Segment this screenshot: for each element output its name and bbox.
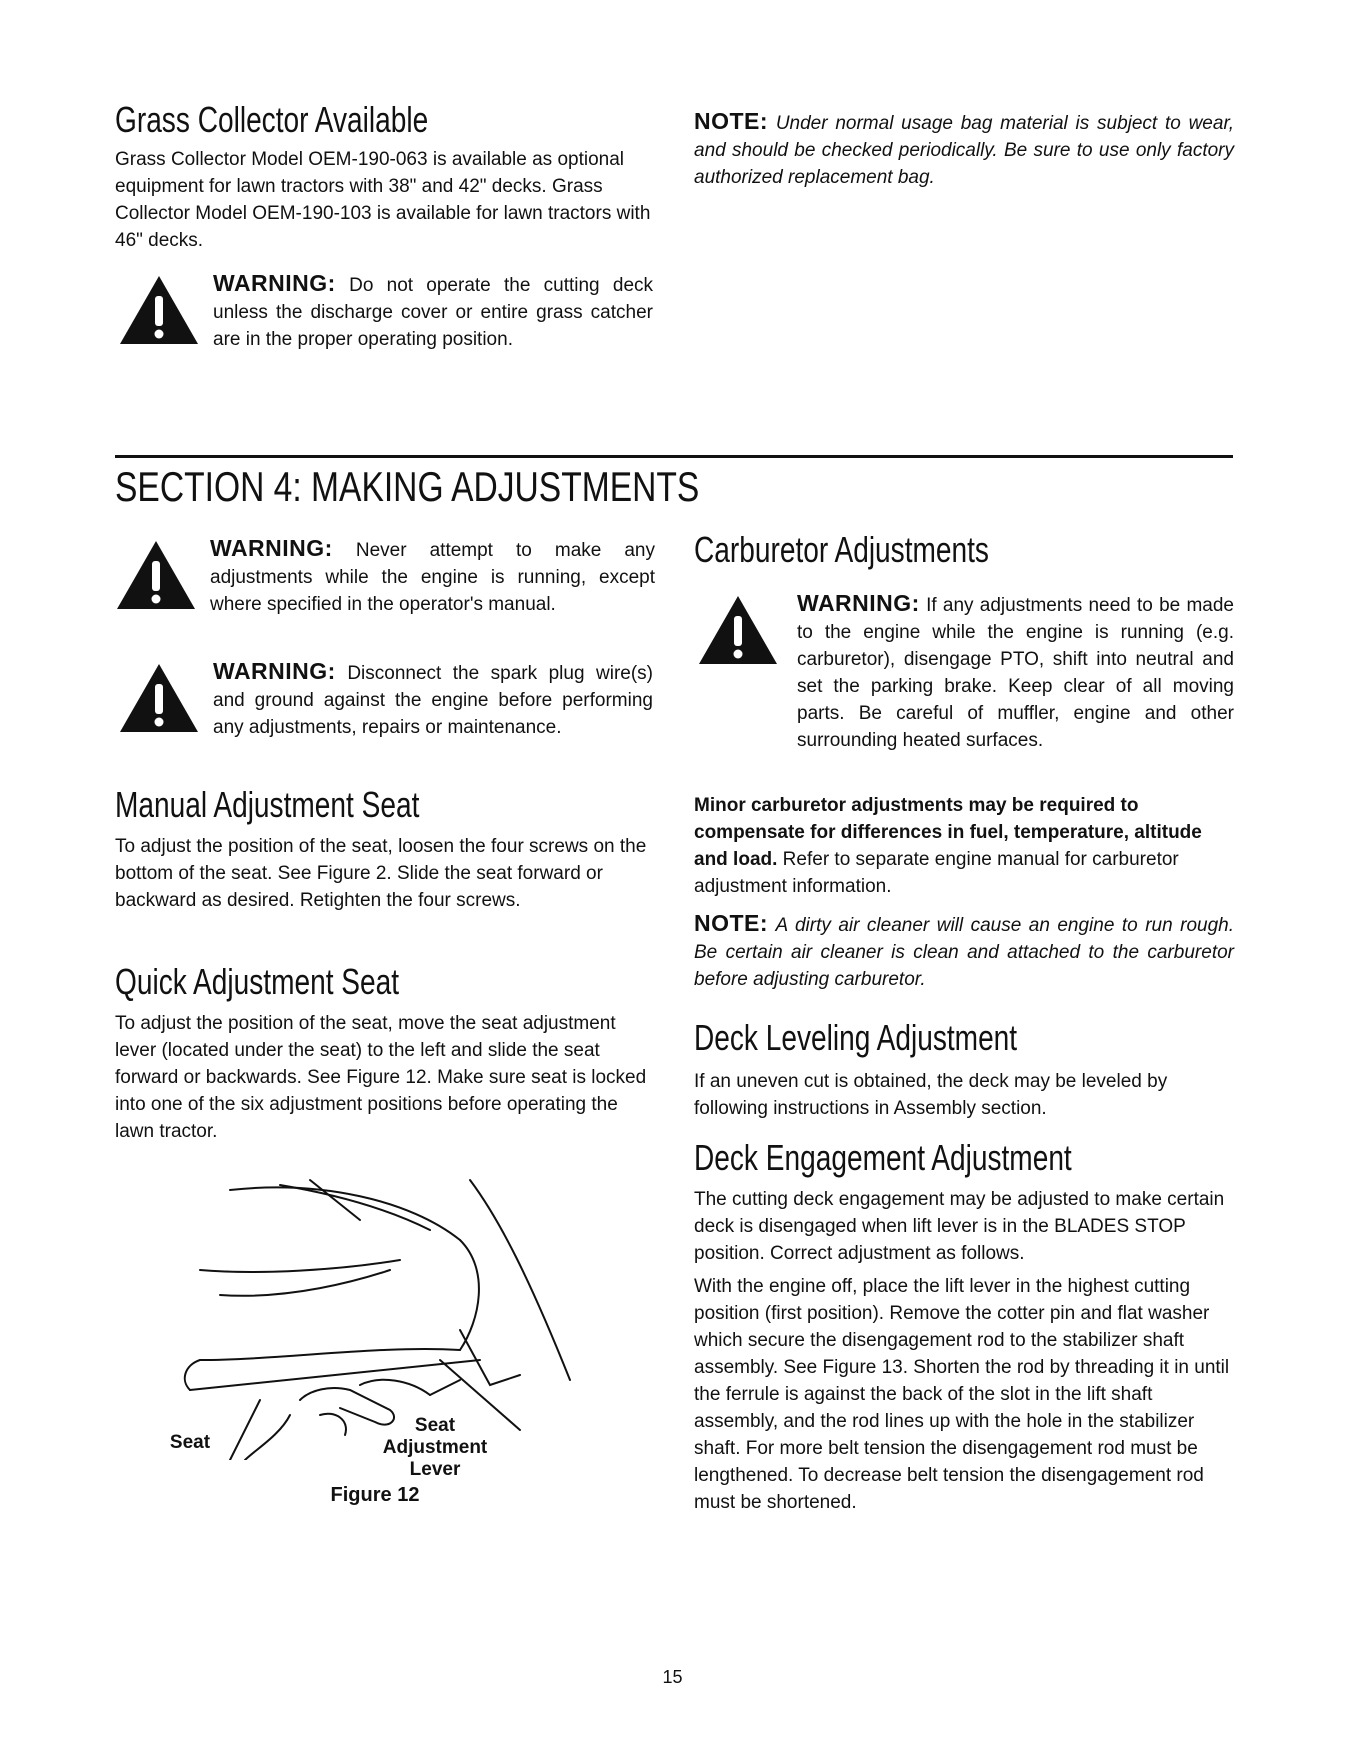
deck-engagement-section	[694, 1138, 1234, 1516]
seat-callout: Seat	[169, 1432, 211, 1453]
bag-note	[694, 108, 1234, 191]
warning-label: WARNING:	[210, 535, 333, 561]
quick-seat-body: To adjust the position of the seat, move the seat adjustment lever (located under the seat) to the left and slide the seat forward or backwards. See Figure 12. Make sure seat is locked into one of the six adjustment positions before operating the lawn tractor.	[115, 1013, 647, 1142]
grass-collector-heading: Grass Collector Available	[115, 99, 429, 140]
carburetor-section	[694, 530, 1234, 570]
carburetor-info	[694, 792, 1234, 993]
page-number: 15	[662, 1667, 683, 1687]
carburetor-heading: Carburetor Adjustments	[694, 529, 989, 570]
lever-callout-line2: Adjustment	[382, 1437, 488, 1458]
figure-caption: Figure 12	[330, 1484, 420, 1506]
warning-text: If any adjustments need to be made to the engine while the engine is running (e.g. carburetor), disengage PTO, shift into neutral and set the parking brake. Keep clear of all moving parts. Be careful of muffler, engine and other surrounding heated surfaces.	[797, 595, 1234, 751]
deck-leveling-section	[694, 1018, 1234, 1122]
warning-text: Disconnect the spark plug wire(s) and ground against the engine before performing any adjustments, repairs or maintenance.	[213, 663, 654, 738]
manual-seat-body: To adjust the position of the seat, loosen the four screws on the bottom of the seat. See Figure 2. Slide the seat forward or backward as desired. Retighten the four screws.	[115, 836, 647, 911]
warning-label: WARNING:	[213, 270, 336, 296]
warning-label: WARNING:	[213, 658, 336, 684]
quick-seat-section	[115, 962, 660, 1145]
section-divider	[115, 455, 1233, 458]
manual-seat-heading: Manual Adjustment Seat	[115, 784, 420, 825]
warning-label: WARNING:	[797, 590, 920, 616]
warning-icon	[118, 274, 200, 346]
warning-text: Do not operate the cutting deck unless the discharge cover or entire grass catcher are in the proper operating position.	[213, 275, 654, 350]
grass-collector-section	[115, 100, 660, 254]
quick-seat-heading: Quick Adjustment Seat	[115, 961, 400, 1002]
deck-engagement-heading: Deck Engagement Adjustment	[694, 1137, 1072, 1178]
manual-seat-section	[115, 785, 660, 914]
note-text: A dirty air cleaner will cause an engine to run rough. Be certain air cleaner is clean and attached to the carburetor before adjusting carburetor.	[694, 915, 1235, 990]
warning-icon	[697, 594, 779, 666]
note-text: Under normal usage bag material is subject to wear, and should be checked periodically. Be sure to use only factory authorized replacement bag.	[694, 113, 1234, 188]
lever-callout-line3: Lever	[409, 1459, 461, 1480]
carburetor-bold-text: Minor carburetor adjustments may be required to compensate for differences in fuel, temperature, altitude and load.	[694, 795, 1202, 870]
warning-icon	[115, 539, 197, 611]
warning-icon	[118, 662, 200, 734]
running-engine-warning	[115, 535, 660, 650]
deck-leveling-body: If an uneven cut is obtained, the deck may be leveled by following instructions in Assembly section.	[694, 1071, 1168, 1119]
section-title-wrap	[115, 464, 845, 510]
section-title: SECTION 4: MAKING ADJUSTMENTS	[115, 463, 700, 510]
lever-callout-line1: Seat	[414, 1415, 456, 1436]
carburetor-rest-text: Refer to separate engine manual for carburetor adjustment information.	[694, 849, 1179, 897]
lever-callout	[360, 1415, 510, 1481]
deck-engagement-body-1: The cutting deck engagement may be adjusted to make certain deck is disengaged when lift lever is in the BLADES STOP position. Correct adjustment as follows.	[694, 1189, 1225, 1264]
carburetor-warning	[697, 590, 1237, 780]
deck-leveling-heading: Deck Leveling Adjustment	[694, 1017, 1018, 1058]
figure-12	[160, 1160, 610, 1520]
note-label: NOTE:	[694, 910, 769, 936]
warning-text: Never attempt to make any adjustments while the engine is running, except where specified in the operator's manual.	[210, 540, 656, 615]
deck-engagement-body-2: With the engine off, place the lift lever in the highest cutting position (first position). Remove the cotter pin and flat washer which secure the disengagement rod to the stabilizer shaft assembly. See Figure 13. Shorten the rod by threading it in until the ferrule is against the back of the slot in the lift shaft assembly, and the rod lines up with the hole in the stabilizer shaft. For more belt tension the disengagement rod must be lengthened. To decrease belt tension the disengagement rod must be shortened.	[694, 1276, 1230, 1513]
note-label: NOTE:	[694, 108, 769, 134]
grass-warning	[118, 270, 658, 385]
spark-plug-warning	[118, 658, 663, 773]
grass-collector-body: Grass Collector Model OEM-190-063 is available as optional equipment for lawn tractors with 38" and 42" decks. Grass Collector Model OEM-190-103 is available for lawn tractors with 46" decks.	[115, 149, 651, 251]
